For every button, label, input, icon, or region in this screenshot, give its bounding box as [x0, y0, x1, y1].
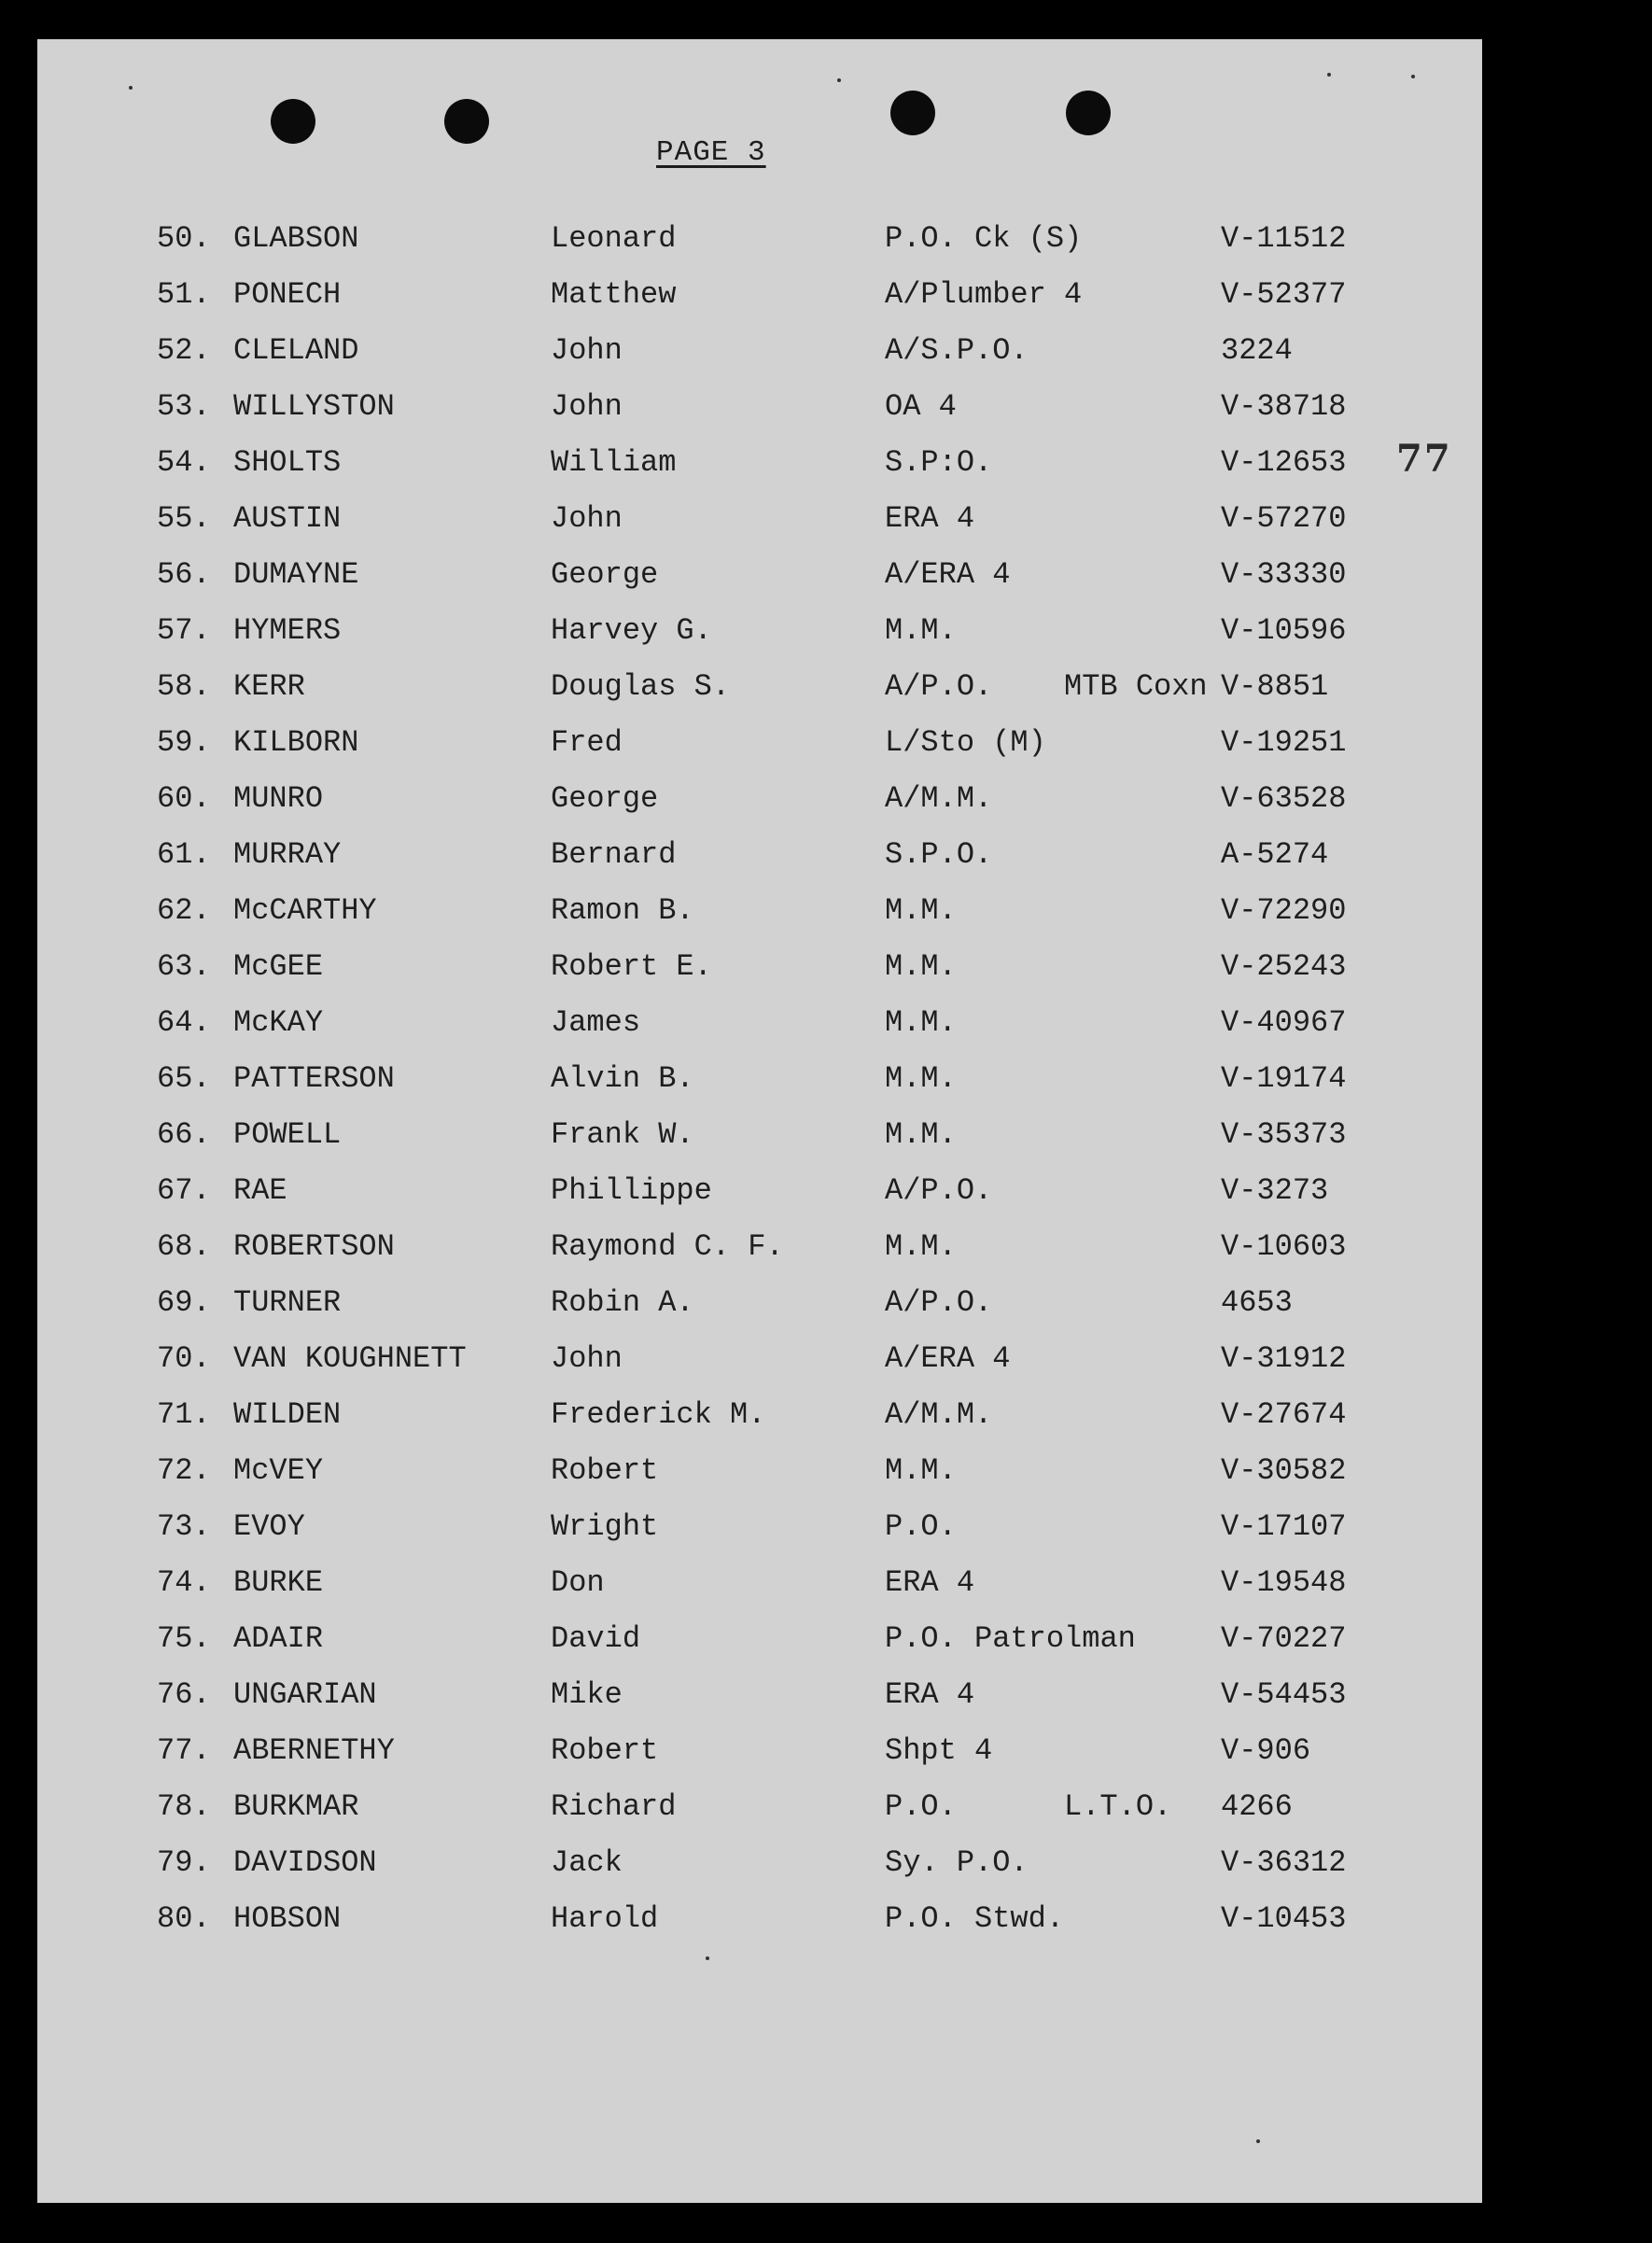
given-name: Mike [551, 1677, 623, 1712]
entry-number: 53. [157, 389, 211, 424]
roster-row [0, 1114, 1652, 1157]
surname: GLABSON [233, 221, 359, 256]
surname: SHOLTS [233, 445, 342, 480]
roster-row [0, 722, 1652, 764]
given-name: Robert [551, 1733, 659, 1768]
entry-number: 56. [157, 557, 211, 592]
official-number: V-27674 [1221, 1397, 1347, 1432]
given-name: Robert E. [551, 949, 712, 984]
roster-row [0, 217, 1652, 260]
given-name: John [551, 333, 623, 368]
given-name: Frank W. [551, 1117, 694, 1152]
roster-row [0, 1170, 1652, 1213]
official-number: V-57270 [1221, 501, 1347, 536]
official-number: V-36312 [1221, 1845, 1347, 1880]
entry-number: 66. [157, 1117, 211, 1152]
handwritten-margin-note: 77 [1396, 437, 1452, 481]
punch-hole [890, 91, 935, 135]
given-name: Don [551, 1565, 605, 1600]
roster-row [0, 1898, 1652, 1941]
rank: ERA 4 [885, 1677, 975, 1712]
rank: S.P:O. [885, 445, 993, 480]
roster-row [0, 778, 1652, 820]
entry-number: 54. [157, 445, 211, 480]
roster-row [0, 1674, 1652, 1717]
rank: ERA 4 [885, 1565, 975, 1600]
surname: WILLYSTON [233, 389, 395, 424]
official-number: 4653 [1221, 1285, 1293, 1320]
official-number: V-38718 [1221, 389, 1347, 424]
speck [706, 1956, 709, 1960]
official-number: V-35373 [1221, 1117, 1347, 1152]
surname: ADAIR [233, 1621, 324, 1656]
roster-row [0, 1562, 1652, 1605]
official-number: V-19251 [1221, 725, 1347, 760]
rank: M.M. [885, 1229, 957, 1264]
entry-number: 69. [157, 1285, 211, 1320]
given-name: Jack [551, 1845, 623, 1880]
official-number: A-5274 [1221, 837, 1329, 872]
given-name: Phillippe [551, 1173, 712, 1208]
given-name: James [551, 1005, 641, 1040]
entry-number: 62. [157, 893, 211, 928]
entry-number: 50. [157, 221, 211, 256]
given-name: Harvey G. [551, 613, 712, 648]
roster-row [0, 666, 1652, 708]
roster-row [0, 1506, 1652, 1549]
entry-number: 67. [157, 1173, 211, 1208]
entry-number: 79. [157, 1845, 211, 1880]
rank: Sy. P.O. [885, 1845, 1029, 1880]
given-name: John [551, 1341, 623, 1376]
roster-row [0, 946, 1652, 988]
surname: RAE [233, 1173, 287, 1208]
remark: L.T.O. [1064, 1789, 1172, 1824]
surname: McKAY [233, 1005, 324, 1040]
speck [1411, 75, 1415, 78]
surname: EVOY [233, 1509, 305, 1544]
rank: P.O. Patrolman [885, 1621, 1136, 1656]
rank: A/M.M. [885, 1397, 993, 1432]
roster-row [0, 329, 1652, 372]
entry-number: 59. [157, 725, 211, 760]
surname: BURKMAR [233, 1789, 359, 1824]
surname: BURKE [233, 1565, 324, 1600]
given-name: Harold [551, 1901, 659, 1936]
official-number: V-8851 [1221, 669, 1329, 704]
surname: McGEE [233, 949, 324, 984]
entry-number: 77. [157, 1733, 211, 1768]
rank: P.O. Stwd. [885, 1901, 1065, 1936]
surname: UNGARIAN [233, 1677, 377, 1712]
roster-row [0, 610, 1652, 652]
given-name: Richard [551, 1789, 677, 1824]
entry-number: 76. [157, 1677, 211, 1712]
rank: M.M. [885, 1061, 957, 1096]
entry-number: 65. [157, 1061, 211, 1096]
official-number: V-25243 [1221, 949, 1347, 984]
rank: A/ERA 4 [885, 1341, 1011, 1376]
rank: A/S.P.O. [885, 333, 1029, 368]
rank: M.M. [885, 1117, 957, 1152]
entry-number: 75. [157, 1621, 211, 1656]
speck [129, 86, 133, 90]
speck [837, 78, 841, 82]
given-name: William [551, 445, 677, 480]
official-number: V-12653 [1221, 445, 1347, 480]
roster-row [0, 834, 1652, 876]
rank: A/ERA 4 [885, 557, 1011, 592]
official-number: V-31912 [1221, 1341, 1347, 1376]
entry-number: 73. [157, 1509, 211, 1544]
official-number: V-10596 [1221, 613, 1347, 648]
rank: Shpt 4 [885, 1733, 993, 1768]
surname: MUNRO [233, 781, 324, 816]
official-number: V-10453 [1221, 1901, 1347, 1936]
surname: MURRAY [233, 837, 342, 872]
entry-number: 60. [157, 781, 211, 816]
surname: POWELL [233, 1117, 342, 1152]
roster-row [0, 273, 1652, 316]
entry-number: 68. [157, 1229, 211, 1264]
official-number: V-17107 [1221, 1509, 1347, 1544]
entry-number: 61. [157, 837, 211, 872]
rank: A/M.M. [885, 781, 993, 816]
rank: A/P.O. [885, 669, 993, 704]
official-number: V-63528 [1221, 781, 1347, 816]
roster-row [0, 442, 1652, 484]
rank: A/Plumber 4 [885, 277, 1083, 312]
punch-hole [271, 99, 315, 144]
remark: MTB Coxn [1064, 669, 1208, 704]
surname: KERR [233, 669, 305, 704]
official-number: V-19174 [1221, 1061, 1347, 1096]
given-name: Matthew [551, 277, 677, 312]
given-name: Bernard [551, 837, 677, 872]
rank: P.O. [885, 1789, 957, 1824]
roster-row [0, 890, 1652, 932]
official-number: V-52377 [1221, 277, 1347, 312]
roster-row [0, 1002, 1652, 1044]
surname: PATTERSON [233, 1061, 395, 1096]
entry-number: 55. [157, 501, 211, 536]
rank: M.M. [885, 613, 957, 648]
surname: VAN KOUGHNETT [233, 1341, 467, 1376]
entry-number: 78. [157, 1789, 211, 1824]
entry-number: 64. [157, 1005, 211, 1040]
surname: PONECH [233, 277, 342, 312]
given-name: David [551, 1621, 641, 1656]
surname: WILDEN [233, 1397, 342, 1432]
official-number: V-70227 [1221, 1621, 1347, 1656]
official-number: V-11512 [1221, 221, 1347, 256]
official-number: V-54453 [1221, 1677, 1347, 1712]
rank: M.M. [885, 893, 957, 928]
surname: HYMERS [233, 613, 342, 648]
surname: DAVIDSON [233, 1845, 377, 1880]
surname: AUSTIN [233, 501, 342, 536]
official-number: V-72290 [1221, 893, 1347, 928]
roster-row [0, 1786, 1652, 1829]
official-number: V-33330 [1221, 557, 1347, 592]
official-number: V-3273 [1221, 1173, 1329, 1208]
page-heading: PAGE 3 [656, 136, 766, 169]
entry-number: 51. [157, 277, 211, 312]
entry-number: 58. [157, 669, 211, 704]
given-name: Robin A. [551, 1285, 694, 1320]
given-name: Leonard [551, 221, 677, 256]
surname: ABERNETHY [233, 1733, 395, 1768]
entry-number: 71. [157, 1397, 211, 1432]
given-name: John [551, 501, 623, 536]
surname: McCARTHY [233, 893, 377, 928]
official-number: V-10603 [1221, 1229, 1347, 1264]
given-name: Robert [551, 1453, 659, 1488]
entry-number: 70. [157, 1341, 211, 1376]
official-number: V-30582 [1221, 1453, 1347, 1488]
given-name: George [551, 557, 659, 592]
rank: P.O. [885, 1509, 957, 1544]
entry-number: 63. [157, 949, 211, 984]
official-number: V-19548 [1221, 1565, 1347, 1600]
rank: M.M. [885, 1005, 957, 1040]
roster-row [0, 1282, 1652, 1325]
surname: KILBORN [233, 725, 359, 760]
roster-row [0, 1842, 1652, 1885]
punch-hole [1066, 91, 1111, 135]
official-number: 4266 [1221, 1789, 1293, 1824]
roster-row [0, 1450, 1652, 1493]
official-number: 3224 [1221, 333, 1293, 368]
given-name: George [551, 781, 659, 816]
roster-row [0, 1394, 1652, 1437]
given-name: Raymond C. F. [551, 1229, 784, 1264]
roster-row [0, 498, 1652, 540]
entry-number: 52. [157, 333, 211, 368]
surname: HOBSON [233, 1901, 342, 1936]
roster-row [0, 554, 1652, 596]
surname: CLELAND [233, 333, 359, 368]
roster-row [0, 1058, 1652, 1100]
given-name: Douglas S. [551, 669, 731, 704]
rank: M.M. [885, 1453, 957, 1488]
entry-number: 57. [157, 613, 211, 648]
roster-row [0, 1338, 1652, 1381]
roster-row [0, 386, 1652, 428]
rank: S.P.O. [885, 837, 993, 872]
surname: McVEY [233, 1453, 324, 1488]
entry-number: 80. [157, 1901, 211, 1936]
rank: OA 4 [885, 389, 957, 424]
entry-number: 74. [157, 1565, 211, 1600]
rank: ERA 4 [885, 501, 975, 536]
speck [1256, 2139, 1260, 2143]
roster-row [0, 1730, 1652, 1773]
given-name: John [551, 389, 623, 424]
official-number: V-40967 [1221, 1005, 1347, 1040]
surname: TURNER [233, 1285, 342, 1320]
speck [1327, 73, 1331, 77]
roster-row [0, 1226, 1652, 1269]
rank: L/Sto (M) [885, 725, 1046, 760]
given-name: Frederick M. [551, 1397, 766, 1432]
surname: DUMAYNE [233, 557, 359, 592]
entry-number: 72. [157, 1453, 211, 1488]
surname: ROBERTSON [233, 1229, 395, 1264]
rank: A/P.O. [885, 1285, 993, 1320]
rank: A/P.O. [885, 1173, 993, 1208]
rank: P.O. Ck (S) [885, 221, 1083, 256]
rank: M.M. [885, 949, 957, 984]
official-number: V-906 [1221, 1733, 1311, 1768]
given-name: Alvin B. [551, 1061, 694, 1096]
given-name: Wright [551, 1509, 659, 1544]
punch-hole [444, 99, 489, 144]
given-name: Fred [551, 725, 623, 760]
given-name: Ramon B. [551, 893, 694, 928]
roster-row [0, 1618, 1652, 1661]
